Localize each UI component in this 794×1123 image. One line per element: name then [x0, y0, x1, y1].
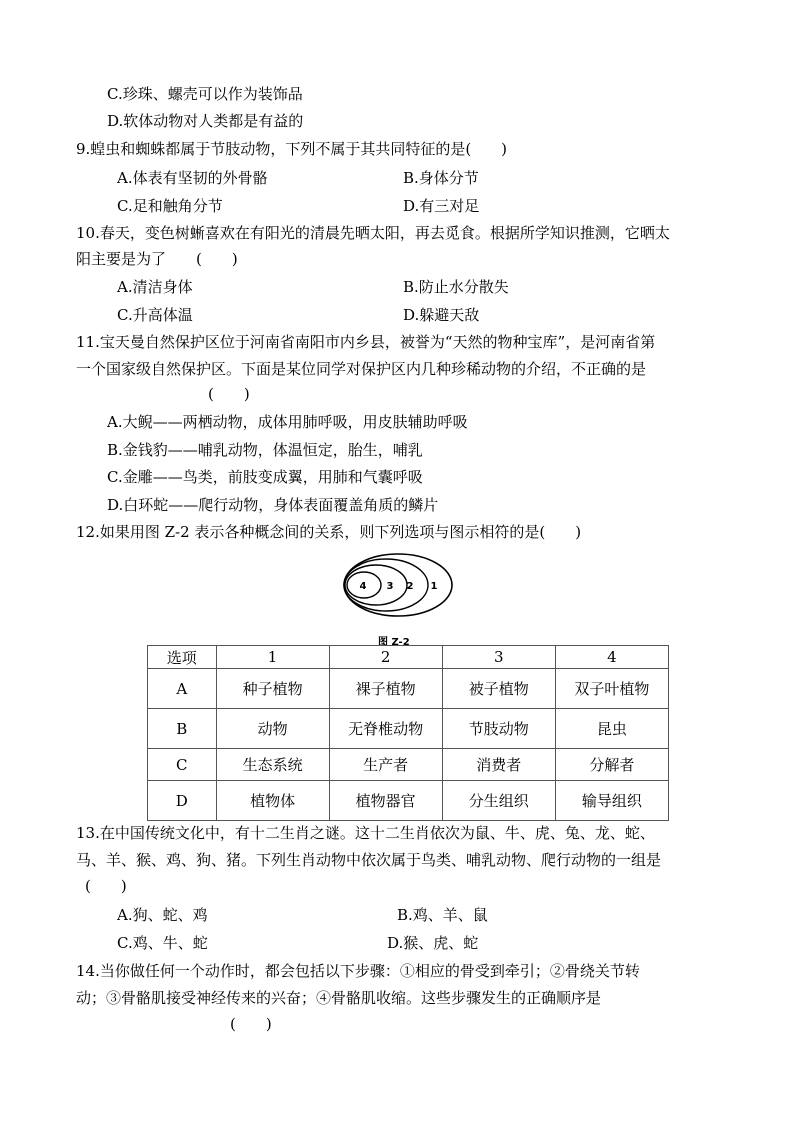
q10-stem-line1: 10.春天，变色树蜥喜欢在有阳光的清晨先晒太阳，再去觅食。根据所学知识推测，它晒太: [76, 224, 670, 242]
table-cell: B: [148, 709, 217, 749]
table-row: [148, 669, 669, 709]
table-row: [148, 781, 669, 821]
table-cell: C: [148, 749, 217, 781]
q13-option-c: C.鸡、牛、蛇: [117, 934, 208, 952]
q14-answer-paren: ( ): [230, 1015, 272, 1033]
q12-stem: 12.如果用图 Z-2 表示各种概念间的关系，则下列选项与图示相符的是( ): [76, 523, 582, 541]
q9-option-d: D.有三对足: [403, 197, 480, 215]
table-header-cell: 4: [555, 646, 668, 669]
table-cell: 消费者: [442, 749, 555, 781]
q12-options-table: [147, 645, 669, 821]
table-cell: 生态系统: [216, 749, 329, 781]
q14-stem-line2: 动；③骨骼肌接受神经传来的兴奋；④骨骼肌收缩。这些步骤发生的正确顺序是: [76, 989, 602, 1007]
ellipse-3: [345, 565, 407, 605]
table-header-cell: 1: [216, 646, 329, 669]
q13-option-a: A.狗、蛇、鸡: [117, 906, 208, 924]
table-cell: 植物器官: [329, 781, 442, 821]
table-cell: 昆虫: [555, 709, 668, 749]
table-cell: 被子植物: [442, 669, 555, 709]
q13-option-d: D.猴、虎、蛇: [387, 934, 479, 952]
figure-caption: 图 Z-2: [378, 637, 410, 648]
q11-option-d: D.白环蛇——爬行动物，身体表面覆盖角质的鳞片: [107, 496, 439, 514]
q13-stem-line2: 马、羊、猴、鸡、狗、猪。下列生肖动物中依次属于鸟类、哺乳动物、爬行动物的一组是: [76, 851, 662, 869]
diagram-label-2: 2: [406, 581, 414, 592]
table-row: [148, 709, 669, 749]
table-cell: 生产者: [329, 749, 442, 781]
q8-option-d: D.软体动物对人类都是有益的: [107, 112, 304, 130]
table-cell: 节肢动物: [442, 709, 555, 749]
table-cell: A: [148, 669, 217, 709]
q9-stem: 9.蝗虫和蜘蛛都属于节肢动物，下列不属于其共同特征的是( ): [76, 140, 508, 158]
table-cell: 动物: [216, 709, 329, 749]
q9-option-c: C.足和触角分节: [117, 197, 223, 215]
q10-option-a: A.清洁身体: [117, 278, 193, 296]
table-header-cell: 2: [329, 646, 442, 669]
q13-answer-paren: ( ): [85, 877, 127, 895]
table-header-cell: 3: [442, 646, 555, 669]
q8-option-c: C.珍珠、螺壳可以作为装饰品: [107, 85, 303, 103]
table-cell: 输导组织: [555, 781, 668, 821]
q14-stem-line1: 14.当你做任何一个动作时，都会包括以下步骤：①相应的骨受到牵引；②骨绕关节转: [76, 962, 640, 980]
diagram-label-4: 4: [359, 581, 367, 592]
q13-stem-line1: 13.在中国传统文化中，有十二生肖之谜。这十二生肖依次为鼠、牛、虎、兔、龙、蛇、: [76, 824, 655, 842]
q9-option-b: B.身体分节: [403, 169, 479, 187]
q13-option-b: B.鸡、羊、鼠: [397, 906, 488, 924]
table-cell: 植物体: [216, 781, 329, 821]
q10-stem-line2: 阳主要是为了 ( ): [76, 250, 238, 268]
table-cell: 裸子植物: [329, 669, 442, 709]
table-cell: D: [148, 781, 217, 821]
q11-option-a: A.大鲵——两栖动物，成体用肺呼吸，用皮肤辅助呼吸: [107, 413, 468, 431]
table-cell: 分生组织: [442, 781, 555, 821]
table-header-row: [148, 646, 669, 669]
q9-option-a: A.体表有坚韧的外骨骼: [117, 169, 268, 187]
q10-option-b: B.防止水分散失: [403, 278, 509, 296]
table-header-cell: 选项: [148, 646, 217, 669]
q11-option-b: B.金钱豹——哺乳动物，体温恒定，胎生，哺乳: [107, 441, 423, 459]
q11-option-c: C.金雕——鸟类，前肢变成翼，用肺和气囊呼吸: [107, 468, 423, 486]
q11-stem-line2: 一个国家级自然保护区。下面是某位同学对保护区内几种珍稀动物的介绍，不正确的是: [76, 360, 647, 378]
diagram-label-1: 1: [430, 581, 438, 592]
q11-stem-line1: 11.宝天曼自然保护区位于河南省南阳市内乡县，被誉为“天然的物种宝库”，是河南省第: [76, 333, 656, 351]
diagram-label-3: 3: [386, 581, 394, 592]
table-cell: 无脊椎动物: [329, 709, 442, 749]
table-cell: 种子植物: [216, 669, 329, 709]
q10-option-d: D.躲避天敌: [403, 306, 480, 324]
table-cell: 分解者: [555, 749, 668, 781]
nested-ellipse-diagram: [343, 553, 453, 617]
table-row: [148, 749, 669, 781]
q11-answer-paren: ( ): [208, 385, 250, 403]
q10-option-c: C.升高体温: [117, 306, 193, 324]
table-cell: 双子叶植物: [555, 669, 668, 709]
